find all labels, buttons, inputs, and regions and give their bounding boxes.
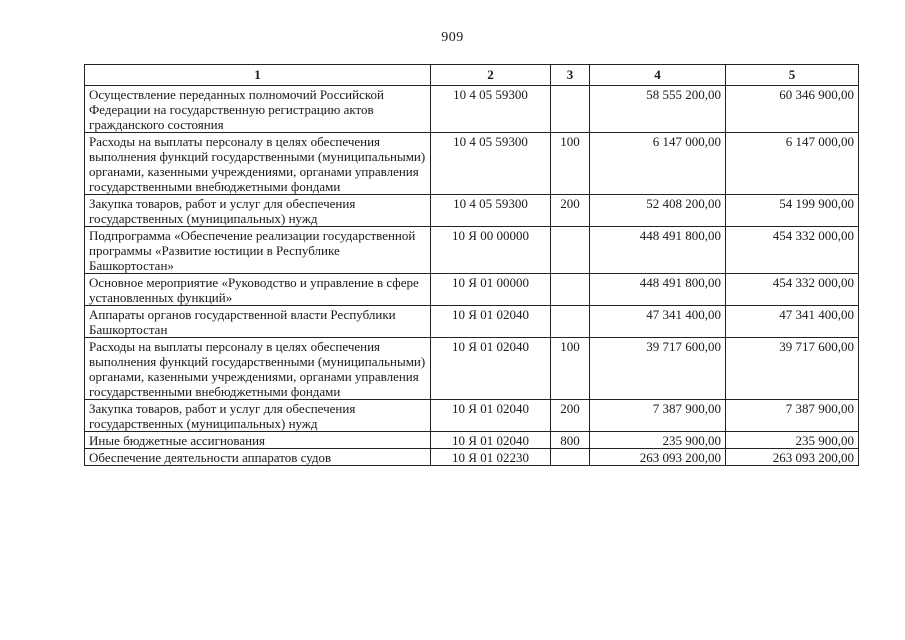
row-sum-year-1-cell: 52 408 200,00 — [590, 195, 726, 227]
row-code-cell: 10 4 05 59300 — [431, 86, 551, 133]
row-expense-type-cell: 100 — [551, 338, 590, 400]
row-code-cell: 10 Я 01 02040 — [431, 432, 551, 449]
row-sum-year-1-cell: 6 147 000,00 — [590, 133, 726, 195]
row-name-cell: Основное мероприятие «Руководство и управление в сфере установленных функций» — [85, 274, 431, 306]
row-code-cell: 10 Я 01 02230 — [431, 449, 551, 466]
column-header-expense-type: 3 — [551, 65, 590, 86]
row-code-cell: 10 4 05 59300 — [431, 133, 551, 195]
row-sum-year-2-cell: 235 900,00 — [726, 432, 859, 449]
row-code-cell: 10 Я 01 02040 — [431, 338, 551, 400]
row-name-cell: Осуществление переданных полномочий Российской Федерации на государственную регистрацию актов гражданского состояния — [85, 86, 431, 133]
table-row — [85, 400, 859, 432]
row-code-cell: 10 Я 01 00000 — [431, 274, 551, 306]
table-row — [85, 274, 859, 306]
row-sum-year-2-cell: 6 147 000,00 — [726, 133, 859, 195]
row-sum-year-2-cell: 454 332 000,00 — [726, 227, 859, 274]
row-expense-type-cell: 800 — [551, 432, 590, 449]
row-sum-year-2-cell: 60 346 900,00 — [726, 86, 859, 133]
row-name-cell: Закупка товаров, работ и услуг для обеспечения государственных (муниципальных) нужд — [85, 400, 431, 432]
row-expense-type-cell — [551, 274, 590, 306]
table-row — [85, 306, 859, 338]
row-sum-year-2-cell: 454 332 000,00 — [726, 274, 859, 306]
row-expense-type-cell: 200 — [551, 400, 590, 432]
row-expense-type-cell — [551, 306, 590, 338]
column-header-sum-year-2: 5 — [726, 65, 859, 86]
row-sum-year-1-cell: 39 717 600,00 — [590, 338, 726, 400]
row-sum-year-2-cell: 54 199 900,00 — [726, 195, 859, 227]
column-header-code: 2 — [431, 65, 551, 86]
row-name-cell: Аппараты органов государственной власти Республики Башкортостан — [85, 306, 431, 338]
row-sum-year-2-cell: 263 093 200,00 — [726, 449, 859, 466]
row-sum-year-1-cell: 47 341 400,00 — [590, 306, 726, 338]
row-name-cell: Закупка товаров, работ и услуг для обеспечения государственных (муниципальных) нужд — [85, 195, 431, 227]
row-code-cell: 10 Я 01 02040 — [431, 400, 551, 432]
table-row — [85, 449, 859, 466]
table-row — [85, 133, 859, 195]
table-row — [85, 432, 859, 449]
row-sum-year-1-cell: 58 555 200,00 — [590, 86, 726, 133]
row-name-cell: Иные бюджетные ассигнования — [85, 432, 431, 449]
row-sum-year-2-cell: 39 717 600,00 — [726, 338, 859, 400]
row-sum-year-1-cell: 448 491 800,00 — [590, 227, 726, 274]
row-name-cell: Расходы на выплаты персоналу в целях обеспечения выполнения функций государственными (муниципальными) органами, казенными учреждениями, органами управления государственными внебюджетными фондами — [85, 338, 431, 400]
row-sum-year-1-cell: 7 387 900,00 — [590, 400, 726, 432]
row-sum-year-1-cell: 263 093 200,00 — [590, 449, 726, 466]
table-row — [85, 338, 859, 400]
row-expense-type-cell — [551, 449, 590, 466]
table-header-row — [85, 65, 859, 86]
row-expense-type-cell — [551, 227, 590, 274]
row-name-cell: Обеспечение деятельности аппаратов судов — [85, 449, 431, 466]
row-code-cell: 10 Я 00 00000 — [431, 227, 551, 274]
column-header-sum-year-1: 4 — [590, 65, 726, 86]
row-name-cell: Расходы на выплаты персоналу в целях обеспечения выполнения функций государственными (муниципальными) органами, казенными учреждениями, органами управления государственными внебюджетными фондами — [85, 133, 431, 195]
table-row — [85, 195, 859, 227]
row-code-cell: 10 Я 01 02040 — [431, 306, 551, 338]
row-sum-year-1-cell: 448 491 800,00 — [590, 274, 726, 306]
column-header-name: 1 — [85, 65, 431, 86]
row-sum-year-2-cell: 47 341 400,00 — [726, 306, 859, 338]
row-expense-type-cell: 100 — [551, 133, 590, 195]
row-sum-year-1-cell: 235 900,00 — [590, 432, 726, 449]
budget-table — [84, 64, 859, 466]
table-row — [85, 86, 859, 133]
row-name-cell: Подпрограмма «Обеспечение реализации государственной программы «Развитие юстиции в Республике Башкортостан» — [85, 227, 431, 274]
row-sum-year-2-cell: 7 387 900,00 — [726, 400, 859, 432]
row-expense-type-cell — [551, 86, 590, 133]
row-expense-type-cell: 200 — [551, 195, 590, 227]
page-number: 909 — [441, 30, 464, 45]
row-code-cell: 10 4 05 59300 — [431, 195, 551, 227]
table-row — [85, 227, 859, 274]
